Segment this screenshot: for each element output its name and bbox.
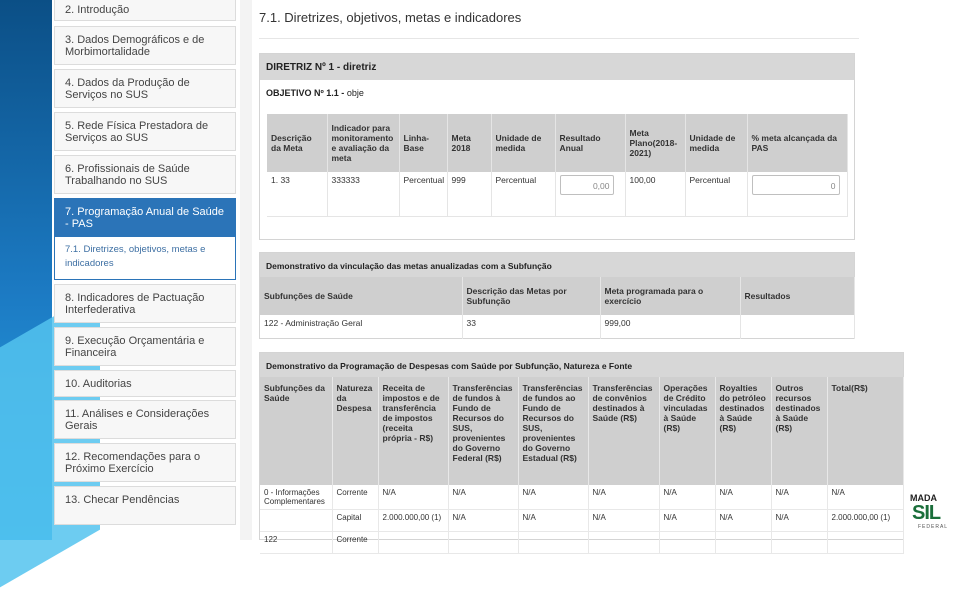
sidebar-item-pas[interactable]: [54, 198, 236, 237]
meta-alcancada-cell: [747, 172, 847, 216]
main-content: [252, 0, 904, 544]
objetivo-prefix: OBJETIVO Nº 1.1 -: [266, 88, 347, 98]
table-header-row: [267, 114, 847, 172]
vinculacao-heading: Demonstrativo da vinculação das metas anualizadas com a Subfunção: [260, 253, 854, 277]
table-cell: [518, 532, 588, 554]
sidebar-item-introducao[interactable]: [54, 0, 236, 21]
table-cell: N/A: [771, 510, 827, 532]
table-cell: N/A: [588, 485, 659, 510]
sidebar-item-pendencias[interactable]: [54, 486, 236, 525]
despesas-panel: [259, 352, 904, 544]
table-cell: N/A: [715, 510, 771, 532]
column-header: Descrição da Meta: [267, 114, 327, 172]
table-header-row: [260, 277, 854, 315]
table-row: [260, 532, 903, 554]
table-cell: 122 - Administração Geral: [260, 315, 462, 339]
sidebar-item-recomendacoes[interactable]: [54, 443, 236, 482]
table-cell: 1. 33: [267, 172, 327, 216]
column-header: Transferências de fundos à Fundo de Recursos do SUS, provenientes do Governo Federal (R$): [448, 377, 518, 485]
table-cell: 2.000.000,00 (1): [827, 510, 903, 532]
column-header: Royalties do petróleo destinados à Saúde (R$): [715, 377, 771, 485]
table-cell: Corrente: [332, 485, 378, 510]
sidebar-item-label: 13. Checar Pendências: [65, 494, 180, 506]
objetivo-heading: [260, 80, 854, 106]
column-header: Outros recursos destinados à Saúde (R$): [771, 377, 827, 485]
table-cell: [260, 510, 332, 532]
table-cell: 999: [447, 172, 491, 216]
table-cell: N/A: [378, 485, 448, 510]
gutter: [240, 0, 252, 540]
column-header: Unidade de medida: [491, 114, 555, 172]
column-header: Operações de Crédito vinculadas à Saúde (R$): [659, 377, 715, 485]
column-header: % meta alcançada da PAS: [747, 114, 847, 172]
table-cell: [588, 532, 659, 554]
table-row: [260, 485, 903, 510]
column-header: Indicador para monitoramento e avaliação da meta: [327, 114, 399, 172]
sidebar-item-profissionais[interactable]: [54, 155, 236, 194]
diretriz-heading: DIRETRIZ Nº 1 - diretriz: [260, 54, 854, 80]
column-header: Subfunções da Saúde: [260, 377, 332, 485]
table-cell: [659, 532, 715, 554]
column-header: Transferências de convênios destinados à Saúde (R$): [588, 377, 659, 485]
sidebar-subitem-label: 7.1. Diretrizes, objetivos, metas e indicadores: [65, 244, 206, 269]
meta-alcancada-input[interactable]: 0: [752, 175, 840, 195]
table-row: [260, 510, 903, 532]
vinculacao-table: [260, 277, 855, 339]
sidebar-item-execucao[interactable]: [54, 327, 236, 366]
despesas-heading: Demonstrativo da Programação de Despesas com Saúde por Subfunção, Natureza e Fonte: [260, 353, 903, 377]
table-cell: N/A: [659, 510, 715, 532]
resultado-anual-cell: [555, 172, 625, 216]
table-cell: N/A: [518, 510, 588, 532]
column-header: Descrição das Metas por Subfunção: [462, 277, 600, 315]
resultado-anual-input[interactable]: 0,00: [560, 175, 614, 195]
table-cell: [378, 532, 448, 554]
table-cell: N/A: [771, 485, 827, 510]
table-cell: N/A: [448, 485, 518, 510]
column-header: Total(R$): [827, 377, 903, 485]
sidebar-item-label: 3. Dados Demográficos e de Morbimortalidade: [65, 34, 205, 58]
table-cell: Percentual: [399, 172, 447, 216]
vinculacao-panel: [259, 252, 855, 339]
column-header: Resultado Anual: [555, 114, 625, 172]
table-cell: [740, 315, 854, 339]
objetivo-text: obje: [346, 88, 364, 98]
sidebar-item-rede-fisica[interactable]: [54, 112, 236, 151]
table-cell: 2.000.000,00 (1): [378, 510, 448, 532]
logo-text: SIL: [912, 502, 941, 524]
despesas-table: [260, 377, 904, 554]
table-cell: 33: [462, 315, 600, 339]
sidebar-item-producao-servicos[interactable]: [54, 69, 236, 108]
table-cell: N/A: [518, 485, 588, 510]
table-cell: Percentual: [685, 172, 747, 216]
diretriz-panel: [259, 53, 855, 240]
sidebar-item-label: 2. Introdução: [65, 4, 130, 16]
column-header: Meta Plano(2018-2021): [625, 114, 685, 172]
logo-text: FEDERAL: [918, 524, 949, 530]
government-logo: [908, 493, 960, 533]
table-cell: 999,00: [600, 315, 740, 339]
sidebar-item-label: 8. Indicadores de Pactuação Interfederativa: [65, 292, 205, 316]
table-cell: 0 - Informações Complementares: [260, 485, 332, 510]
page-title: 7.1. Diretrizes, objetivos, metas e indicadores: [259, 10, 522, 25]
table-cell: N/A: [827, 485, 903, 510]
background-band: [0, 0, 52, 540]
table-header-row: [260, 377, 903, 485]
sidebar-item-label: 11. Análises e Considerações Gerais: [65, 408, 210, 432]
table-cell: N/A: [448, 510, 518, 532]
sidebar-item-dados-demograficos[interactable]: [54, 26, 236, 65]
column-header: Meta programada para o exercício: [600, 277, 740, 315]
table-row: [267, 172, 847, 216]
sidebar-item-label: 9. Execução Orçamentária e Financeira: [65, 335, 205, 359]
table-cell: N/A: [715, 485, 771, 510]
sidebar-item-analises[interactable]: [54, 400, 236, 439]
column-header: Unidade de medida: [685, 114, 747, 172]
table-cell: Percentual: [491, 172, 555, 216]
sidebar-item-label: 5. Rede Física Prestadora de Serviços ao SUS: [65, 120, 209, 144]
divider: [259, 38, 859, 39]
table-row: [260, 315, 854, 339]
column-header: Transferências de fundos ao Fundo de Recursos do SUS, provenientes do Governo Estadual (R$): [518, 377, 588, 485]
table-cell: Capital: [332, 510, 378, 532]
column-header: Subfunções de Saúde: [260, 277, 462, 315]
sidebar-item-label: 10. Auditorias: [65, 378, 132, 390]
table-cell: [827, 532, 903, 554]
table-cell: 122: [260, 532, 332, 554]
sidebar-nav: [54, 0, 238, 540]
sidebar-subitem-diretrizes[interactable]: [54, 237, 236, 280]
column-header: Resultados: [740, 277, 854, 315]
sidebar-item-label: 4. Dados da Produção de Serviços no SUS: [65, 77, 190, 101]
table-cell: N/A: [588, 510, 659, 532]
metas-table: [267, 114, 848, 217]
table-cell: [448, 532, 518, 554]
sidebar-item-label: 12. Recomendações para o Próximo Exercício: [65, 451, 201, 475]
logo-text: MADA: [910, 493, 937, 503]
table-cell: [771, 532, 827, 554]
sidebar-item-label: 6. Profissionais de Saúde Trabalhando no SUS: [65, 163, 190, 187]
column-header: Receita de impostos e de transferência de impostos (receita própria - R$): [378, 377, 448, 485]
sidebar-item-auditorias[interactable]: [54, 370, 236, 397]
right-strip: [904, 0, 960, 540]
table-cell: [715, 532, 771, 554]
sidebar-item-label: 7. Programação Anual de Saúde - PAS: [65, 206, 225, 230]
table-cell: N/A: [659, 485, 715, 510]
column-header: Linha-Base: [399, 114, 447, 172]
table-cell: Corrente: [332, 532, 378, 554]
sidebar-item-indicadores[interactable]: [54, 284, 236, 323]
column-header: Natureza da Despesa: [332, 377, 378, 485]
table-cell: 333333: [327, 172, 399, 216]
table-cell: 100,00: [625, 172, 685, 216]
column-header: Meta 2018: [447, 114, 491, 172]
